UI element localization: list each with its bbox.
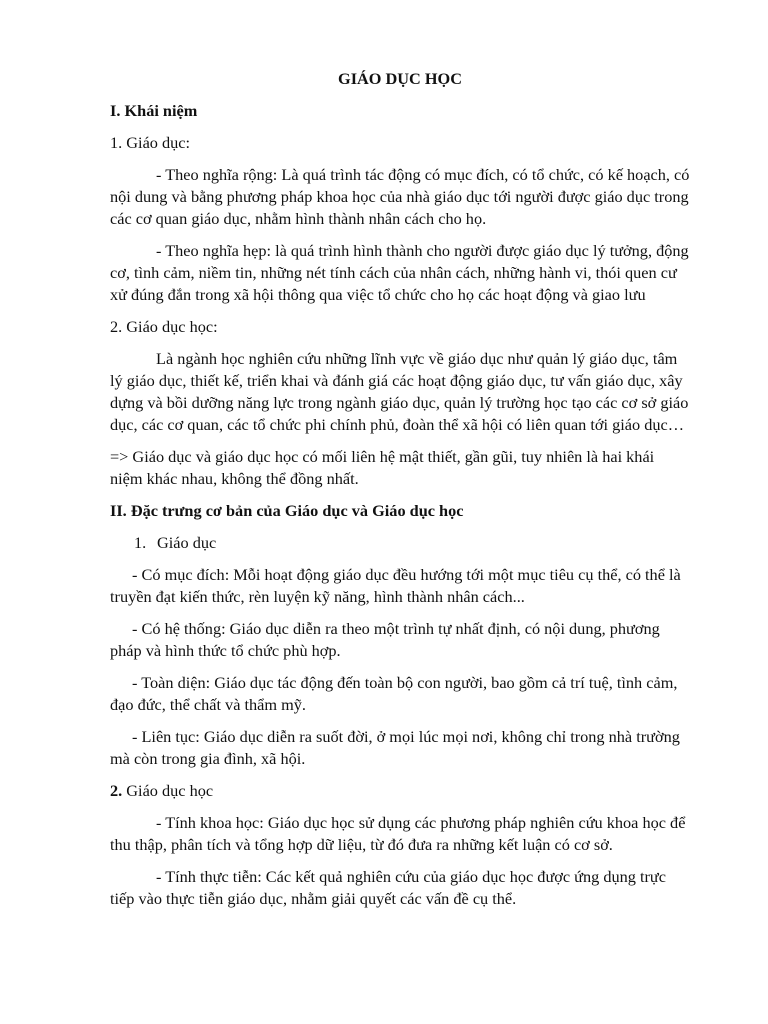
broad-definition-paragraph: - Theo nghĩa rộng: Là quá trình tác động có mục đích, có tổ chức, có kế hoạch, có nội dung và bằng phương pháp khoa học của nhà giáo dục tới người được giáo dục trong các cơ quan giáo dục, nhằm hình thành nhân cách cho họ. bbox=[110, 165, 690, 228]
narrow-definition-paragraph: - Theo nghĩa hẹp: là quá trình hình thành cho người được giáo dục lý tưởng, động cơ, tình cảm, niềm tin, những nét tính cách của nhân cách, những hành vi, thói quen cư xử đúng đắn trong xã hội thông qua việc tổ chức cho họ các hoạt động và giao lưu bbox=[110, 241, 689, 304]
continuous-bullet: - Liên tục: Giáo dục diễn ra suốt đời, ở mọi lúc mọi nơi, không chỉ trong nhà trường mà còn trong gia đình, xã hội. bbox=[110, 727, 680, 768]
item-label: Giáo dục bbox=[157, 533, 217, 552]
comprehensive-bullet: - Toàn diện: Giáo dục tác động đến toàn bộ con người, bao gồm cả trí tuệ, tình cảm, đạo đức, thể chất và thẩm mỹ. bbox=[110, 673, 678, 714]
item-number: 1. bbox=[134, 533, 147, 552]
systematic-bullet: - Có hệ thống: Giáo dục diễn ra theo một trình tự nhất định, có nội dung, phương pháp và hình thức tổ chức phù hợp. bbox=[110, 619, 660, 660]
section-2-heading: II. Đặc trưng cơ bản của Giáo dục và Giáo dục học bbox=[110, 501, 464, 520]
section-1-heading: I. Khái niệm bbox=[110, 101, 198, 120]
document-title: GIÁO DỤC HỌC bbox=[338, 69, 462, 88]
numbered-item-giao-duc-hoc bbox=[110, 780, 690, 802]
subsection-giao-duc-label: 1. Giáo dục: bbox=[110, 133, 191, 152]
scientific-bullet: - Tính khoa học: Giáo dục học sử dụng các phương pháp nghiên cứu khoa học để thu thập, phân tích và tổng hợp dữ liệu, từ đó đưa ra những kết luận có cơ sở. bbox=[110, 813, 686, 854]
document-page bbox=[110, 68, 690, 920]
purpose-bullet: - Có mục đích: Mỗi hoạt động giáo dục đều hướng tới một mục tiêu cụ thể, có thể là truyền đạt kiến thức, rèn luyện kỹ năng, hình thành nhân cách... bbox=[110, 565, 681, 606]
item-label: Giáo dục học bbox=[126, 781, 214, 800]
conclusion-paragraph: => Giáo dục và giáo dục học có mối liên hệ mật thiết, gần gũi, tuy nhiên là hai khái niệm khác nhau, không thể đồng nhất. bbox=[110, 447, 655, 488]
practical-bullet: - Tính thực tiễn: Các kết quả nghiên cứu của giáo dục học được ứng dụng trực tiếp vào thực tiễn giáo dục, nhằm giải quyết các vấn đề cụ thể. bbox=[110, 867, 666, 908]
subsection-giao-duc-hoc-label: 2. Giáo dục học: bbox=[110, 317, 218, 336]
item-number: 2. bbox=[110, 781, 123, 800]
giao-duc-hoc-definition-paragraph: Là ngành học nghiên cứu những lĩnh vực về giáo dục như quản lý giáo dục, tâm lý giáo dục, thiết kế, triển khai và đánh giá các hoạt động giáo dục, tư vấn giáo dục, xây dựng và bồi dưỡng năng lực trong ngành giáo dục, quản lý trường học tạo các cơ sở giáo dục, các cơ quan, các tổ chức phi chính phủ, đoàn thể xã hội có liên quan tới giáo dục… bbox=[110, 349, 689, 434]
numbered-item-giao-duc bbox=[110, 532, 690, 554]
